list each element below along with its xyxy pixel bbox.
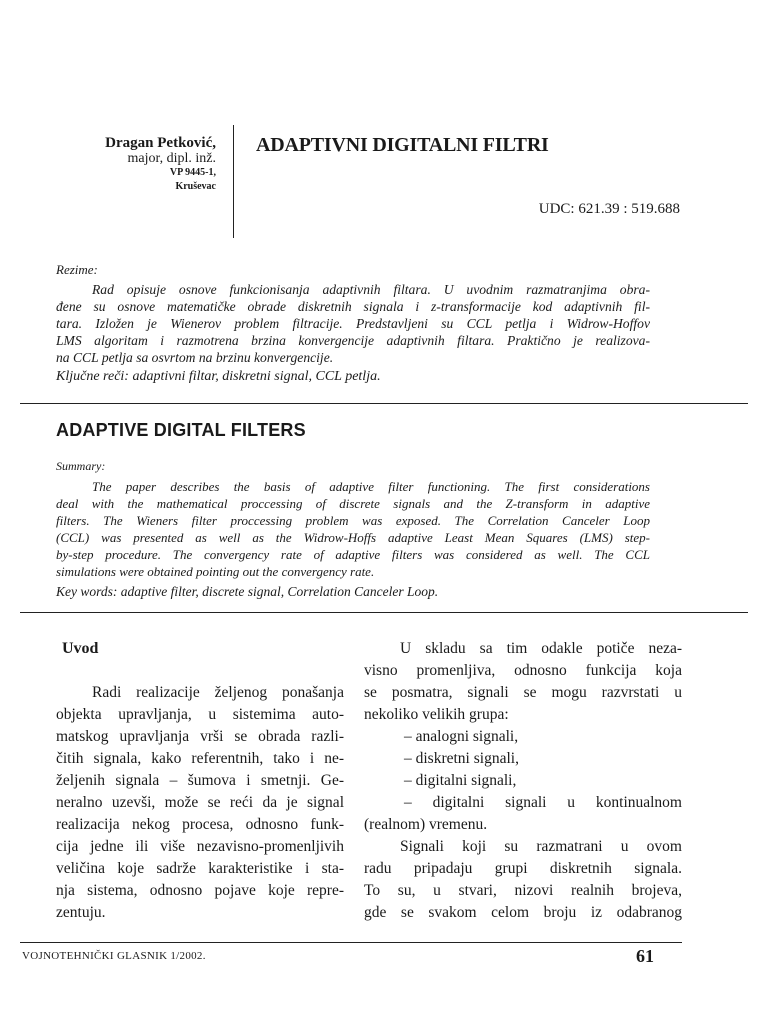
header-divider [233,125,234,238]
body-line: željenih signala – šumova i smetnji. Ge- [56,772,344,789]
english-title: ADAPTIVE DIGITAL FILTERS [56,420,306,440]
body-line: (realnom) vremenu. [364,816,488,833]
section-divider [20,612,748,613]
summary-line: The paper describes the basis of adaptive filter functioning. The first considerations [92,479,650,494]
article-title: ADAPTIVNI DIGITALNI FILTRI [256,134,549,156]
author-name: Dragan Petković, [105,135,216,151]
summary-line: filters. The Wieners filter proccessing problem was exposed. The Correlation Canceler Loop [56,513,650,528]
body-line: zentuju. [56,904,106,921]
abstract-en [56,478,650,580]
author-rank: major, dipl. inž. [127,151,216,166]
body-line: nekoliko velikih grupa: [364,706,509,723]
body-line: se posmatra, signali se mogu razvrstati u [364,684,682,701]
body-line: neralno uzevši, može se reći da je signal [56,794,344,811]
abstract-line: LMS algoritam i razmotrena brzina konvergencije adaptivnih filtara. Praktično je realizova- [56,333,650,348]
list-item: – digitalni signali, [404,772,517,789]
body-line: radu pripadaju grupi diskretnih signala. [364,860,682,877]
body-line: realizacija nekog procesa, odnosno funk- [56,816,344,833]
abstract-line: đene su osnove matematičke obrade diskretnih signala i z-transformacije kod adaptivnih fil- [56,299,650,314]
journal-name: VOJNOTEHNIČKI GLASNIK 1/2002. [22,950,206,962]
abstract-line: na CCL petlja sa osvrtom na brzinu konvergencije. [56,350,334,365]
keywords-sr: Ključne reči: adaptivni filtar, diskretni signal, CCL petlja. [56,369,381,384]
section-divider [20,403,748,404]
abstract-label: Rezime: [56,262,98,277]
body-line: U skladu sa tim odakle potiče neza- [400,640,682,657]
body-line: nja sistema, odnosno pojave koje repre- [56,882,344,899]
list-item: – digitalni signali u kontinualnom [404,794,682,811]
body-line: čitih signala, kako referentnih, tako i ne- [56,750,344,767]
udc-code: UDC: 621.39 : 519.688 [538,201,680,217]
abstract-line: tara. Izložen je Wienerov problem filtracije. Predstavljeni su CCL petlja i Widrow-Hoffov [56,316,650,331]
body-column-right [364,638,682,924]
body-line: gde se svakom celom broju iz odabranog [364,904,682,921]
page-number: 61 [636,946,654,966]
footer-divider [20,942,682,943]
abstract-sr [56,281,650,366]
body-line: visno promenljiva, odnosno funkcija koja [364,662,682,679]
body-line: To su, u stvari, nizovi realnih brojeva, [364,882,682,899]
summary-line: simulations were obtained pointing out the convergency rate. [56,564,375,579]
author-unit: VP 9445-1, [169,167,216,178]
keywords-en: Key words: adaptive filter, discrete signal, Correlation Canceler Loop. [56,584,439,599]
summary-line: deal with the mathematical proccessing of discrete signals and the Z-transform in adaptive [56,496,650,511]
body-line: veličina koje sadrže karakteristike i sta- [56,860,344,877]
abstract-line: Rad opisuje osnove funkcionisanja adaptivnih filtara. U uvodnim razmatranjima obra- [92,282,650,297]
summary-line: (CCL) was presented as well as the Widrow-Hoffs adaptive Least Mean Squares (LMS) step- [56,530,650,545]
summary-line: by-step procedure. The convergency rate of adaptive filters was considered as well. The CCL [56,547,650,562]
summary-label: Summary: [56,459,106,473]
section-heading: Uvod [62,640,99,657]
list-item: – analogni signali, [404,728,519,745]
body-column-left [56,682,344,924]
body-line: cija jedne ili više nezavisno-promenljivih [56,838,344,855]
body-line: objekta upravljanja, u sistemima auto- [56,706,344,723]
list-item: – diskretni signali, [404,750,519,767]
body-line: Signali koji su razmatrani u ovom [400,838,682,855]
body-line: Radi realizacije željenog ponašanja [92,684,344,701]
body-line: matskog upravljanja vrši se obrada razli- [56,728,344,745]
author-city: Kruševac [175,181,216,192]
